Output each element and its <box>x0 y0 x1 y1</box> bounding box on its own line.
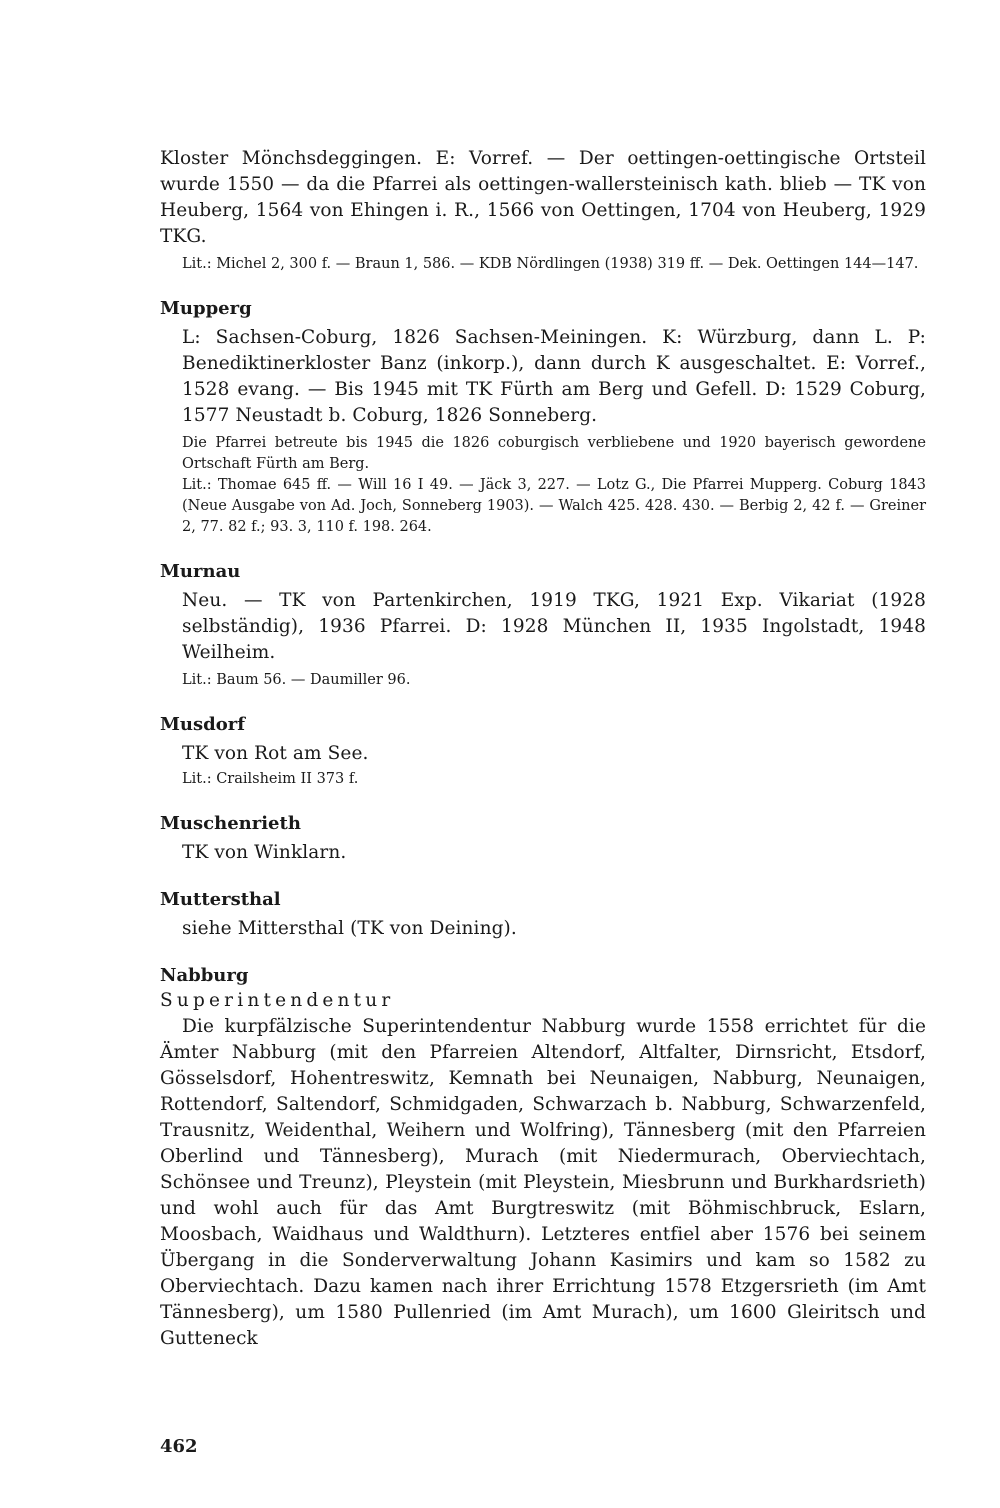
murnau-literature: Lit.: Baum 56. — Daumiller 96. <box>182 672 411 688</box>
mupperg-text: L: Sachsen-Coburg, 1826 Sachsen-Meiningen. K: Würzburg, dann L. P: Benediktinerkloster Banz (inkorp.), dann durch K ausgeschaltet. E: Vorref., 1528 evang. — Bis 1945 mit TK Fürth am Berg und Gefell. D: 1529 Coburg, 1577 Neustadt b. Coburg, 1826 Sonneberg. <box>182 327 926 426</box>
page-body <box>160 146 926 1352</box>
intro-text: Kloster Mönchsdeggingen. E: Vorref. — Der oettingen-oettingische Ortsteil wurde 1550 — da die Pfarrei als oettingen-wallersteinisch kath. blieb — TK von Heuberg, 1564 von Ehingen i. R., 1566 von Oettingen, 1704 von Heuberg, 1929 TKG. <box>160 148 926 247</box>
entry-heading-musdorf: Musdorf <box>160 714 245 735</box>
entry-heading-murnau: Murnau <box>160 561 241 582</box>
entry-heading-mupperg: Mupperg <box>160 298 252 319</box>
intro-literature: Lit.: Michel 2, 300 f. — Braun 1, 586. — KDB Nördlingen (1938) 319 ff. — Dek. Oettingen 144—147. <box>182 256 919 272</box>
entry-heading-muschenrieth: Muschenrieth <box>160 813 301 834</box>
murnau-text: Neu. — TK von Partenkirchen, 1919 TKG, 1921 Exp. Vikariat (1928 selbständig), 1936 Pfarrei. D: 1928 München II, 1935 Ingolstadt, 1948 Weilheim. <box>182 590 926 663</box>
entry-heading-nabburg: Nabburg <box>160 965 249 986</box>
mupperg-note: Die Pfarrei betreute bis 1945 die 1826 coburgisch verbliebene und 1920 bayerisch gewordene Ortschaft Fürth am Berg. <box>182 435 926 472</box>
entry-heading-muttersthal: Muttersthal <box>160 889 281 910</box>
muschenrieth-text: TK von Winklarn. <box>182 842 347 863</box>
mupperg-literature: Lit.: Thomae 645 ff. — Will 16 I 49. — Jäck 3, 227. — Lotz G., Die Pfarrei Mupperg. Coburg 1843 (Neue Ausgabe von Ad. Joch, Sonneberg 1903). — Walch 425. 428. 430. — Berbig 2, 42 f. — Greiner 2, 77. 82 f.; 93. 3, 110 f. 198. 264. <box>182 477 926 535</box>
muttersthal-text: siehe Mittersthal (TK von Deining). <box>182 918 517 939</box>
musdorf-literature: Lit.: Crailsheim II 373 f. <box>182 771 359 787</box>
page-number: 462 <box>160 1436 198 1457</box>
nabburg-text: Die kurpfälzische Superintendentur Nabburg wurde 1558 errichtet für die Ämter Nabburg (mit den Pfarreien Altendorf, Altfalter, Dirnsricht, Etsdorf, Gösselsdorf, Hohentreswitz, Kemnath bei Neunaigen, Nabburg, Neunaigen, Rottendorf, Saltendorf, Schmidgaden, Schwarzach b. Nabburg, Schwarzenfeld, Trausnitz, Weidenthal, Weihern und Wolfring), Tännesberg (mit den Pfarreien Oberlind und Tännesberg), Murach (mit Niedermurach, Oberviechtach, Schönsee und Treunz), Pleystein (mit Pleystein, Miesbrunn und Burkhardsrieth) und wohl auch für das Amt Burgtreswitz (mit Böhmischbruck, Eslarn, Moosbach, Waidhaus und Waldthurn). Letzteres entfiel aber 1576 bei seinem Übergang in die Sonderverwaltung Johann Kasimirs und kam so 1582 zu Oberviechtach. Dazu kamen nach ihrer Errichtung 1578 Etzgersrieth (im Amt Tännesberg), um 1580 Pullenried (im Amt Murach), um 1600 Gleiritsch und Gutteneck <box>160 1016 926 1349</box>
nabburg-subheading: Superintendentur <box>160 990 395 1011</box>
musdorf-text: TK von Rot am See. <box>182 743 369 764</box>
